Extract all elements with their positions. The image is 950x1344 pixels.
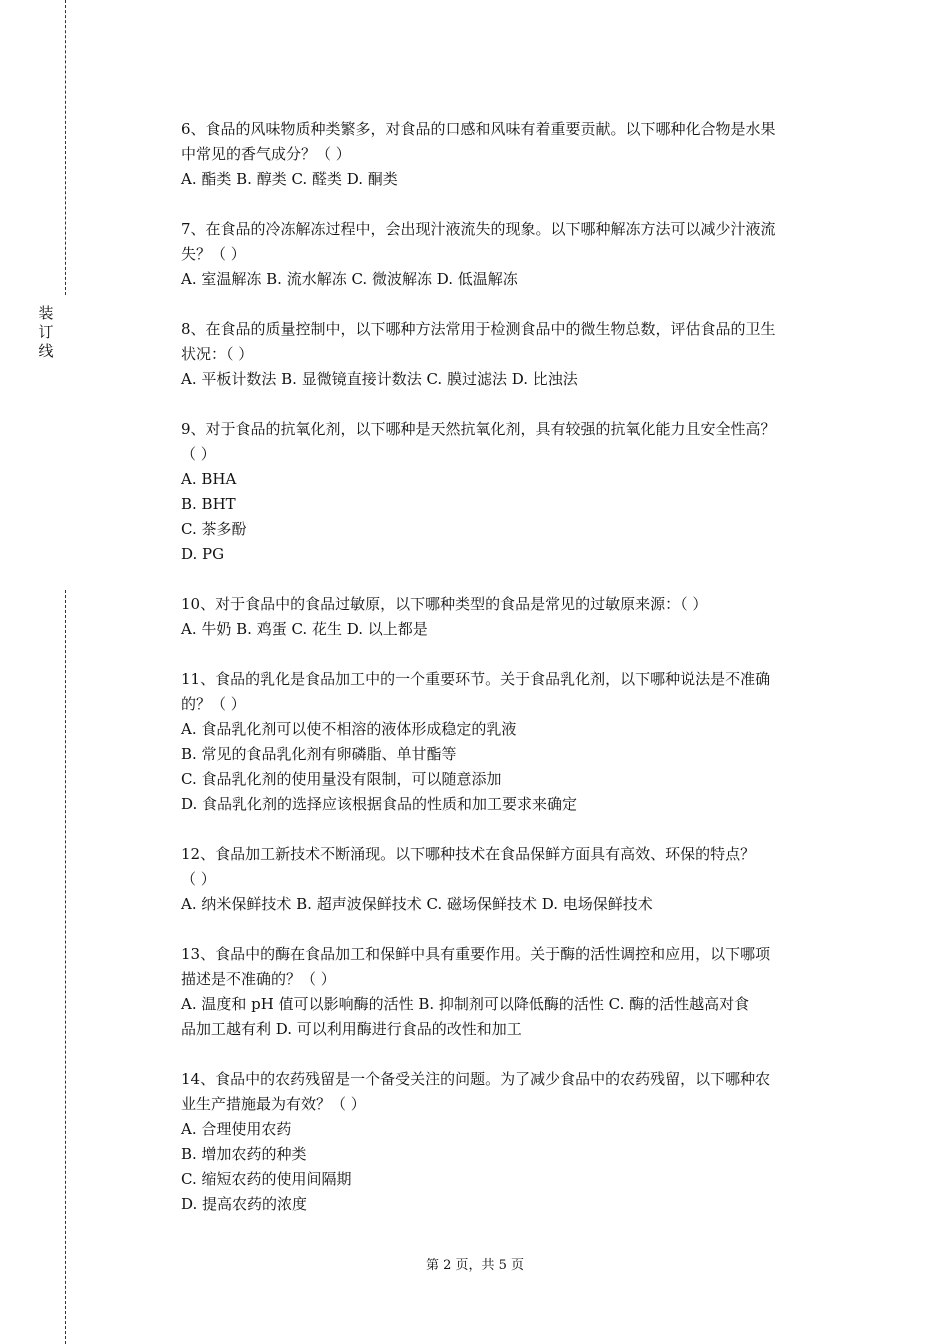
question-option: B. BHT	[181, 495, 236, 513]
question-option: A. 食品乳化剂可以使不相溶的液体形成稳定的乳液	[181, 720, 517, 738]
question-stem: 10、对于食品中的食品过敏原，以下哪种类型的食品是常见的过敏原来源：（ ）	[181, 595, 708, 613]
question-9	[181, 417, 841, 567]
binding-label-char: 线	[38, 342, 54, 360]
page-number: 第 2 页，共 5 页	[425, 1258, 525, 1273]
question-stem: 的？（ ）	[181, 695, 246, 713]
question-8	[181, 317, 841, 392]
question-stem: （ ）	[181, 870, 216, 888]
question-options: A. 牛奶 B. 鸡蛋 C. 花生 D. 以上都是	[181, 620, 428, 638]
binding-label-char: 装	[38, 304, 54, 322]
question-stem: 14、食品中的农药残留是一个备受关注的问题。为了减少食品中的农药残留，以下哪种农	[181, 1070, 771, 1088]
question-option: A. 合理使用农药	[181, 1120, 292, 1138]
question-stem: 13、食品中的酶在食品加工和保鲜中具有重要作用。关于酶的活性调控和应用，以下哪项	[181, 945, 771, 963]
binding-line-top	[65, 0, 66, 295]
question-11	[181, 667, 841, 817]
question-stem: 11、食品的乳化是食品加工中的一个重要环节。关于食品乳化剂，以下哪种说法是不准确	[181, 670, 771, 688]
question-stem: 业生产措施最为有效？（ ）	[181, 1095, 366, 1113]
question-list	[181, 117, 841, 1242]
question-12	[181, 842, 841, 917]
question-13	[181, 942, 841, 1042]
question-stem: 6、食品的风味物质种类繁多，对食品的口感和风味有着重要贡献。以下哪种化合物是水果	[181, 120, 776, 138]
question-stem: 8、在食品的质量控制中，以下哪种方法常用于检测食品中的微生物总数，评估食品的卫生	[181, 320, 776, 338]
question-option: C. 食品乳化剂的使用量没有限制，可以随意添加	[181, 770, 502, 788]
question-options: A. 平板计数法 B. 显微镜直接计数法 C. 膜过滤法 D. 比浊法	[181, 370, 578, 388]
question-stem: 描述是不准确的？（ ）	[181, 970, 336, 988]
question-option: B. 增加农药的种类	[181, 1145, 307, 1163]
question-option: C. 茶多酚	[181, 520, 247, 538]
question-7	[181, 217, 841, 292]
question-stem: 失？（ ）	[181, 245, 246, 263]
question-options: A. 温度和 pH 值可以影响酶的活性 B. 抑制剂可以降低酶的活性 C. 酶的活性越高对食	[181, 995, 750, 1013]
question-options: A. 纳米保鲜技术 B. 超声波保鲜技术 C. 磁场保鲜技术 D. 电场保鲜技术	[181, 895, 653, 913]
question-option: B. 常见的食品乳化剂有卵磷脂、单甘酯等	[181, 745, 457, 763]
question-option: D. 食品乳化剂的选择应该根据食品的性质和加工要求来确定	[181, 795, 578, 813]
question-stem: 9、对于食品的抗氧化剂，以下哪种是天然抗氧化剂，具有较强的抗氧化能力且安全性高？	[181, 420, 776, 438]
question-14	[181, 1067, 841, 1217]
binding-line-bottom	[65, 590, 66, 1344]
binding-label	[37, 304, 55, 361]
question-stem: （ ）	[181, 445, 216, 463]
question-option: D. PG	[181, 545, 225, 563]
question-stem: 7、在食品的冷冻解冻过程中，会出现汁液流失的现象。以下哪种解冻方法可以减少汁液流	[181, 220, 776, 238]
question-stem: 状况：（ ）	[181, 345, 254, 363]
question-stem: 中常见的香气成分？（ ）	[181, 145, 351, 163]
binding-label-char: 订	[38, 323, 54, 341]
question-options: A. 室温解冻 B. 流水解冻 C. 微波解冻 D. 低温解冻	[181, 270, 518, 288]
question-option: D. 提高农药的浓度	[181, 1195, 308, 1213]
question-6	[181, 117, 841, 192]
question-options: 品加工越有利 D. 可以利用酶进行食品的改性和加工	[181, 1020, 522, 1038]
question-option: C. 缩短农药的使用间隔期	[181, 1170, 352, 1188]
question-option: A. BHA	[181, 470, 237, 488]
question-stem: 12、食品加工新技术不断涌现。以下哪种技术在食品保鲜方面具有高效、环保的特点？	[181, 845, 756, 863]
question-options: A. 酯类 B. 醇类 C. 醛类 D. 酮类	[181, 170, 398, 188]
question-10	[181, 592, 841, 642]
